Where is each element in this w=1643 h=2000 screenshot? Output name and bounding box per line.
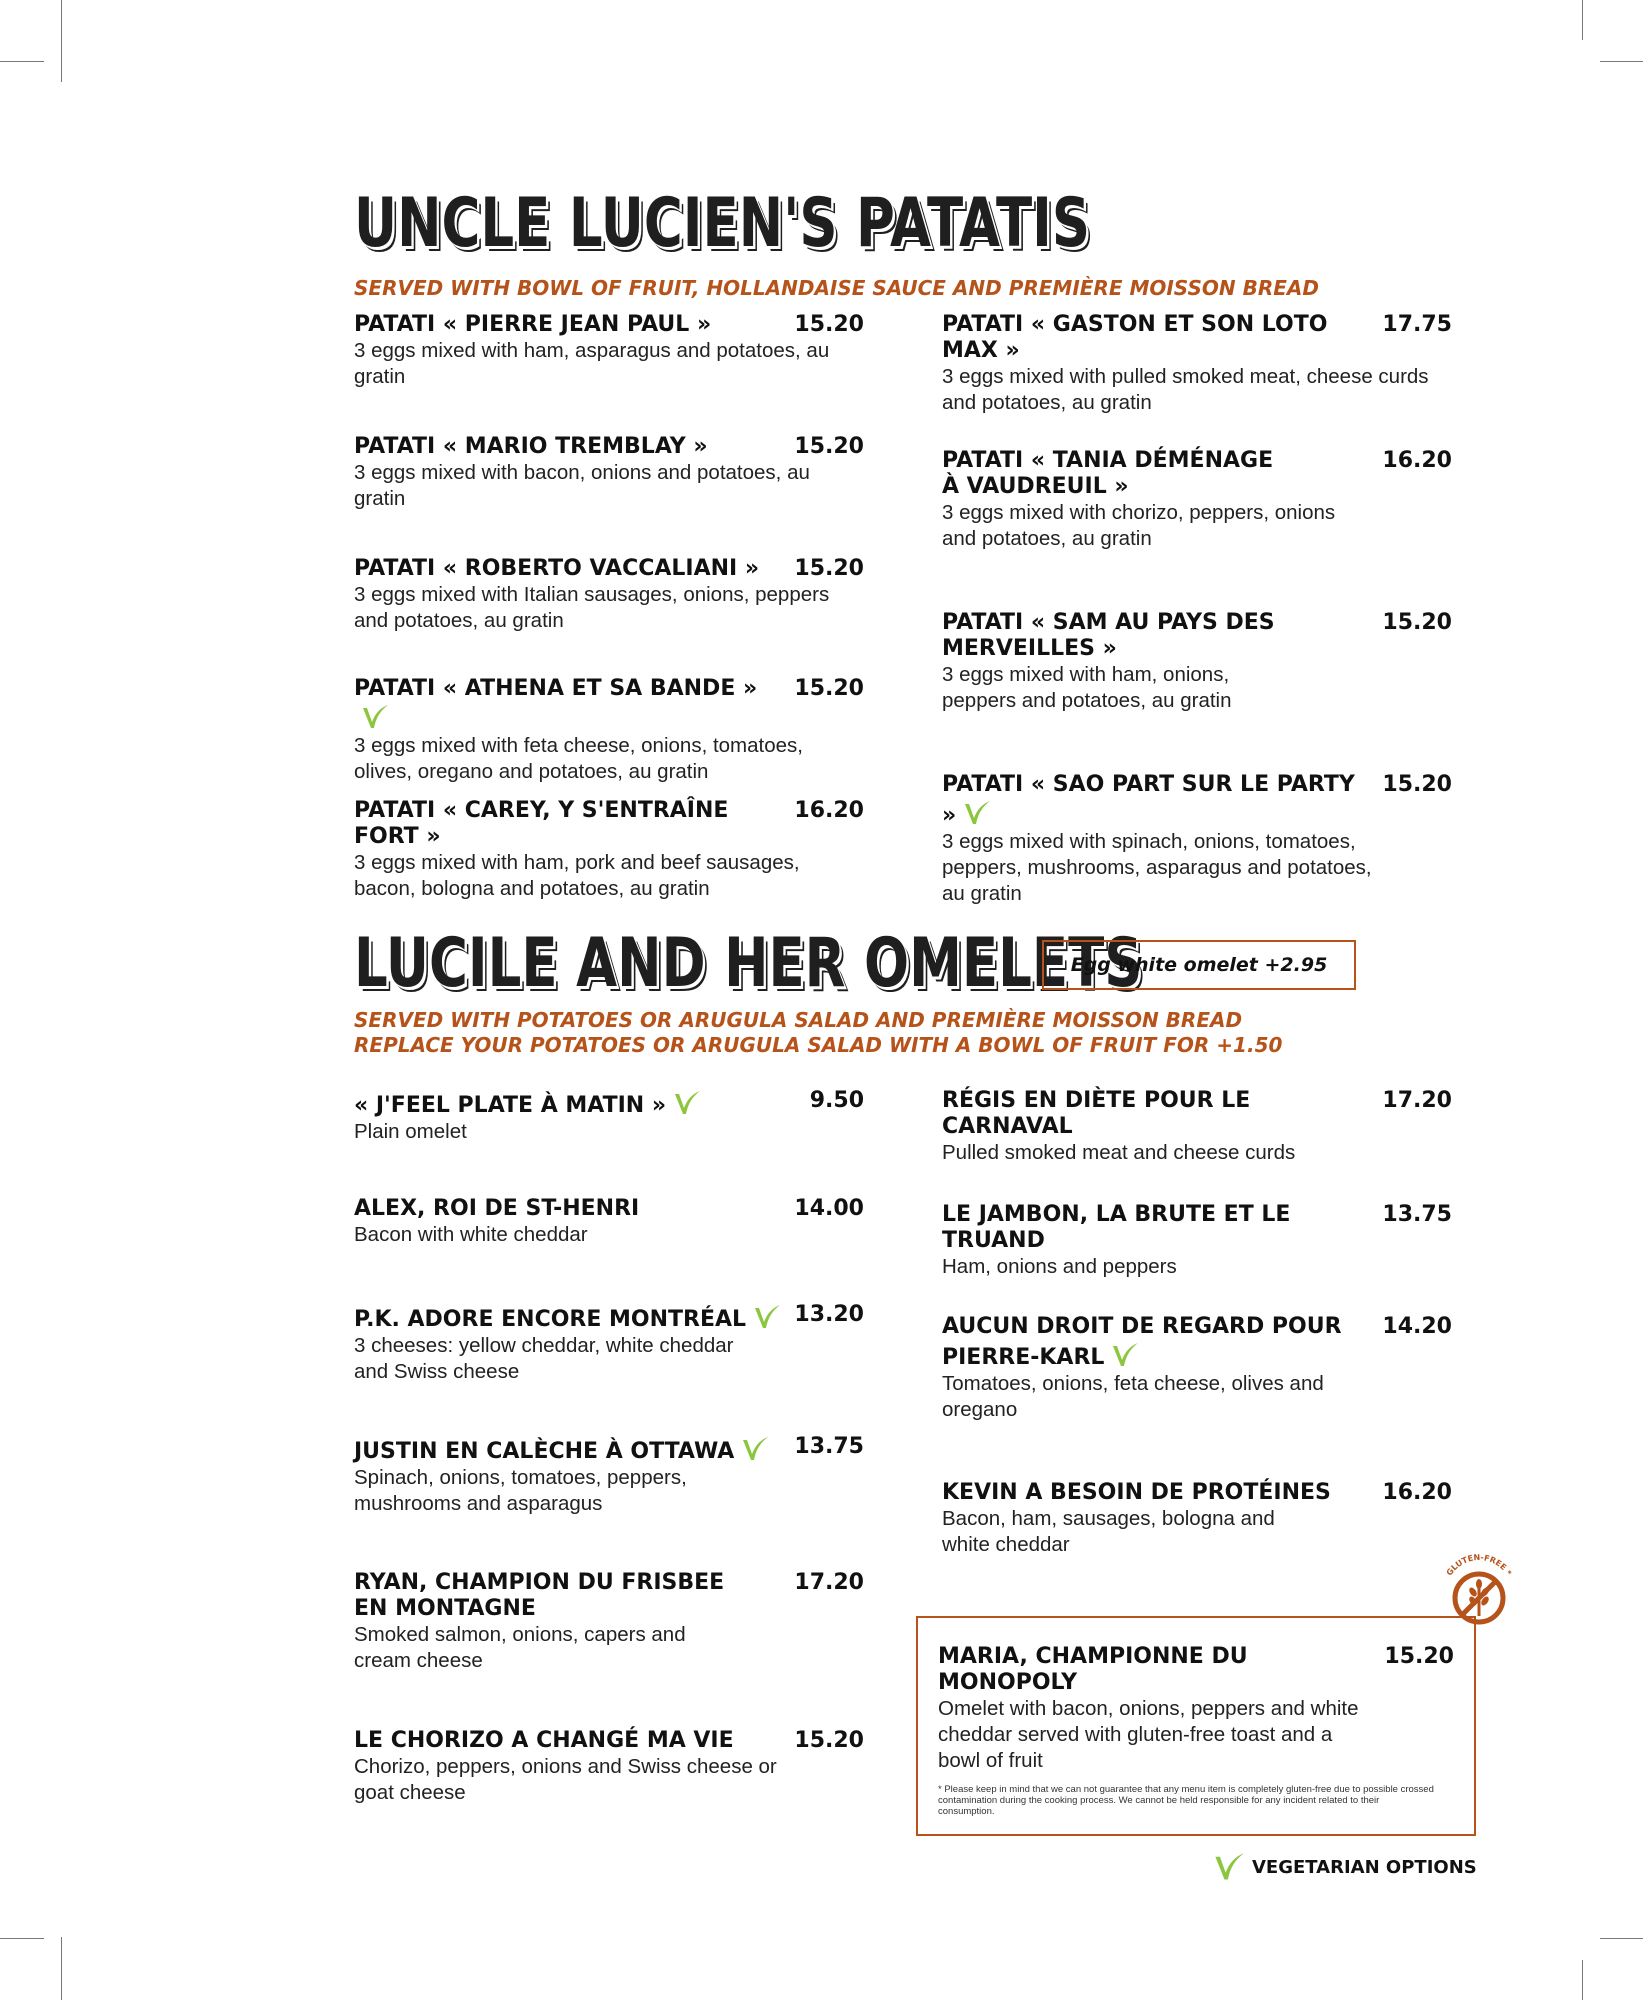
vegetarian-icon (1212, 1850, 1246, 1884)
vegetarian-legend (1206, 1850, 1477, 1884)
item-name: LE CHORIZO A CHANGÉ MA VIE (354, 1728, 734, 1753)
crop-mark (0, 61, 44, 62)
menu-item (354, 556, 864, 634)
item-description: Ham, onions and peppers (942, 1255, 1177, 1278)
menu-item (354, 1302, 864, 1385)
item-price: 15.20 (1382, 610, 1452, 635)
item-description: 3 eggs mixed with spinach, onions, tomatoes, peppers, mushrooms, asparagus and potatoes, au gratin (942, 830, 1372, 905)
item-price: 16.20 (1382, 1480, 1452, 1505)
item-price: 16.20 (1382, 448, 1452, 473)
item-description: 3 eggs mixed with ham, onions, peppers and potatoes, au gratin (942, 663, 1232, 712)
item-description: 3 eggs mixed with bacon, onions and potatoes, au gratin (354, 461, 810, 510)
item-name (354, 1434, 864, 1465)
item-price: 15.20 (794, 556, 864, 581)
item-description: Omelet with bacon, onions, peppers and white cheddar served with gluten-free toast and a bowl of fruit (938, 1697, 1359, 1772)
egg-white-option: Egg white omelet +2.95 (1042, 940, 1356, 990)
item-description: Bacon with white cheddar (354, 1223, 588, 1246)
crop-mark (61, 0, 62, 82)
item-description: 3 eggs mixed with ham, pork and beef sausages, bacon, bologna and potatoes, au gratin (354, 851, 800, 900)
item-name-text: PATATI « SAO PART SUR LE PARTY » (942, 772, 1355, 828)
omelets-left-column (354, 1088, 864, 1828)
item-name (942, 1314, 1452, 1371)
omelets-subtitle-fruit: REPLACE YOUR POTATOES OR ARUGULA SALAD WITH A BOWL OF FRUIT FOR +1.50 (354, 1033, 1283, 1057)
menu-item (354, 434, 864, 512)
item-name: MARIA, CHAMPIONNE DU MONOPOLY (938, 1644, 1248, 1695)
item-price: 14.20 (1382, 1314, 1452, 1339)
vegetarian-icon (752, 1302, 782, 1332)
item-price: 13.20 (794, 1302, 864, 1327)
menu-item (942, 1480, 1452, 1558)
menu-item (354, 1196, 864, 1248)
item-description: Pulled smoked meat and cheese curds (942, 1141, 1296, 1164)
menu-item (942, 312, 1452, 416)
item-price: 13.75 (1382, 1202, 1452, 1227)
item-name (354, 1302, 864, 1333)
item-description: 3 eggs mixed with feta cheese, onions, tomatoes, olives, oregano and potatoes, au gratin (354, 734, 803, 783)
item-name: KEVIN A BESOIN DE PROTÉINES (942, 1480, 1331, 1505)
item-price: 16.20 (794, 798, 864, 823)
item-name: LE JAMBON, LA BRUTE ET LE TRUAND (942, 1202, 1291, 1253)
item-name: ALEX, ROI DE ST-HENRI (354, 1196, 640, 1221)
item-description: 3 cheeses: yellow cheddar, white cheddar and Swiss cheese (354, 1334, 734, 1383)
menu-item (354, 1728, 864, 1806)
patatis-title: UNCLE LUCIEN'S PATATIS (354, 184, 1091, 263)
item-name-text: AUCUN DROIT DE REGARD POUR PIERRE-KARL (942, 1314, 1342, 1370)
item-description: Plain omelet (354, 1120, 467, 1143)
item-name-text: P.K. ADORE ENCORE MONTRÉAL (354, 1307, 747, 1332)
item-name: PATATI « TANIA DÉMÉNAGE À VAUDREUIL » (942, 448, 1274, 499)
gluten-free-disclaimer: * Please keep in mind that we can not guarantee that any menu item is completely gluten-free due to possible crossed contamination during the cooking process. We cannot be held responsible for any incident related to their consumption. (938, 1784, 1434, 1817)
menu-item (942, 610, 1452, 714)
item-price: 15.20 (794, 1728, 864, 1753)
vegetarian-icon (740, 1434, 770, 1464)
menu-item (354, 676, 864, 785)
item-name-text: « J'FEEL PLATE À MATIN » (354, 1093, 667, 1118)
gluten-free-box (916, 1616, 1476, 1836)
item-name: RÉGIS EN DIÈTE POUR LE CARNAVAL (942, 1088, 1251, 1139)
omelets-title: LUCILE AND HER OMELETS (354, 924, 1143, 1003)
menu-item (942, 1088, 1452, 1166)
item-price: 14.00 (794, 1196, 864, 1221)
item-price: 13.75 (794, 1434, 864, 1459)
item-description: Smoked salmon, onions, capers and cream cheese (354, 1623, 686, 1672)
item-name-text: JUSTIN EN CALÈCHE À OTTAWA (354, 1439, 735, 1464)
vegetarian-icon (360, 702, 390, 732)
item-price: 17.20 (794, 1570, 864, 1595)
item-description: 3 eggs mixed with ham, asparagus and potatoes, au gratin (354, 339, 830, 388)
crop-mark (1582, 1960, 1583, 2000)
omelets-subtitle: SERVED WITH POTATOES OR ARUGULA SALAD AND PREMIÈRE MOISSON BREAD (354, 1008, 1243, 1032)
item-description: Tomatoes, onions, feta cheese, olives and oregano (942, 1372, 1324, 1421)
menu-item (942, 448, 1452, 552)
item-name-text: PATATI « ATHENA ET SA BANDE » (354, 676, 758, 701)
item-name (942, 772, 1452, 829)
crop-mark (1582, 0, 1583, 40)
menu-item (938, 1644, 1454, 1817)
item-name: RYAN, CHAMPION DU FRISBEE EN MONTAGNE (354, 1570, 725, 1621)
patatis-left-column (354, 312, 864, 900)
menu-item (942, 1202, 1452, 1280)
menu-item (354, 1088, 864, 1145)
menu-item (354, 312, 864, 390)
crop-mark (0, 1938, 44, 1939)
vegetarian-icon (1110, 1340, 1140, 1370)
vegetarian-icon (962, 798, 992, 828)
item-price: 15.20 (794, 676, 864, 701)
crop-mark (1600, 61, 1643, 62)
menu-item (354, 1434, 864, 1517)
item-name: PATATI « PIERRE JEAN PAUL » (354, 312, 712, 337)
item-description: 3 eggs mixed with Italian sausages, onions, peppers and potatoes, au gratin (354, 583, 830, 632)
item-description: Spinach, onions, tomatoes, peppers, mushrooms and asparagus (354, 1466, 687, 1515)
item-price: 15.20 (794, 312, 864, 337)
menu-item (354, 1570, 864, 1674)
item-price: 15.20 (794, 434, 864, 459)
vegetarian-icon (672, 1088, 702, 1118)
item-price: 9.50 (809, 1088, 864, 1113)
item-price: 15.20 (1384, 1644, 1454, 1669)
item-description: Bacon, ham, sausages, bologna and white cheddar (942, 1507, 1275, 1556)
item-description: 3 eggs mixed with chorizo, peppers, onions and potatoes, au gratin (942, 501, 1336, 550)
menu-item (942, 772, 1452, 907)
legend-label: VEGETARIAN OPTIONS (1252, 1856, 1477, 1878)
crop-mark (61, 1937, 62, 2000)
crop-mark (1600, 1938, 1643, 1939)
item-description: Chorizo, peppers, onions and Swiss cheese or goat cheese (354, 1755, 777, 1804)
item-price: 17.20 (1382, 1088, 1452, 1113)
gluten-free-badge-text: GLUTEN-FREE * (1444, 1552, 1514, 1578)
item-name: PATATI « GASTON ET SON LOTO MAX » (942, 312, 1328, 363)
menu-item (942, 1314, 1452, 1423)
menu-item (354, 798, 864, 902)
patatis-subtitle: SERVED WITH BOWL OF FRUIT, HOLLANDAISE SAUCE AND PREMIÈRE MOISSON BREAD (354, 276, 1319, 300)
omelets-right-column (942, 1088, 1452, 1588)
item-name: PATATI « SAM AU PAYS DES MERVEILLES » (942, 610, 1275, 661)
item-description: 3 eggs mixed with pulled smoked meat, cheese curds and potatoes, au gratin (942, 365, 1429, 414)
item-name (354, 1088, 864, 1119)
item-name: PATATI « CAREY, Y S'ENTRAÎNE FORT » (354, 798, 729, 849)
item-price: 17.75 (1382, 312, 1452, 337)
patatis-right-column (942, 312, 1452, 905)
item-name: PATATI « ROBERTO VACCALIANI » (354, 556, 760, 581)
item-name: PATATI « MARIO TREMBLAY » (354, 434, 708, 459)
item-price: 15.20 (1382, 772, 1452, 797)
item-name (354, 676, 864, 733)
